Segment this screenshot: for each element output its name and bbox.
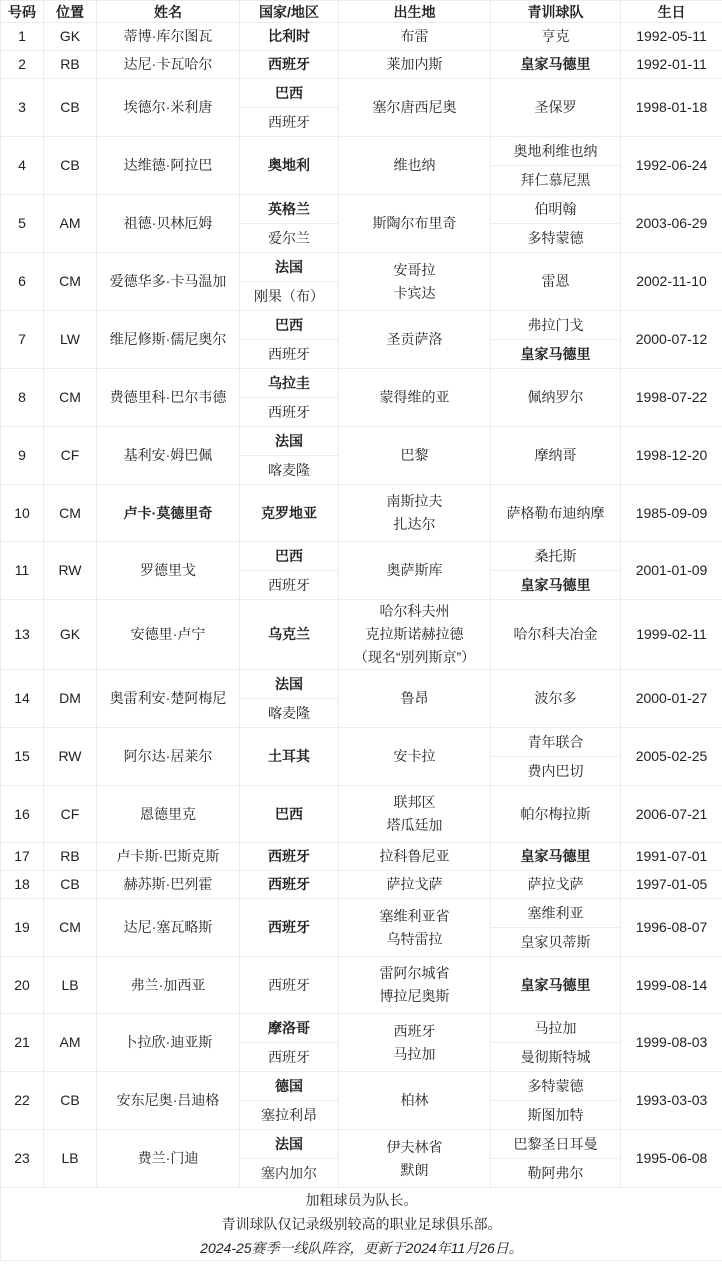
- table-row: [1, 899, 722, 957]
- birthplace-cell: [339, 195, 491, 253]
- player-name-cell: 祖德·贝林厄姆: [97, 195, 240, 253]
- birthplace-cell: [339, 957, 491, 1014]
- birthplace-cell: [339, 427, 491, 485]
- player-name-cell: 达尼·卡瓦哈尔: [97, 51, 240, 79]
- birthplace-cell: [339, 871, 491, 899]
- table-row: [1, 485, 722, 542]
- position-cell: CM: [44, 369, 97, 427]
- position-cell: GK: [44, 600, 97, 670]
- birthplace-line: 扎达尔: [393, 516, 436, 532]
- nationality-cell-stack: [240, 195, 338, 252]
- birthplace-line: 巴黎: [400, 447, 429, 463]
- birthday-cell: 1999-08-14: [621, 957, 722, 1014]
- birthplace-cell: [339, 311, 491, 369]
- birthplace-line: 维也纳: [393, 157, 436, 173]
- position-cell: AM: [44, 1014, 97, 1072]
- player-number-cell: 5: [1, 195, 44, 253]
- nationality-cell-stack: [240, 311, 338, 368]
- position-cell: CB: [44, 871, 97, 899]
- position-cell: LB: [44, 1130, 97, 1188]
- youth-club-cell-part: 奥地利维也纳: [513, 142, 598, 159]
- birthday-cell: 1998-12-20: [621, 427, 722, 485]
- birthplace-cell: [339, 843, 491, 871]
- youth-club-cell-part: 伯明翰: [534, 200, 577, 217]
- birthplace-cell: [339, 786, 491, 843]
- birthday-cell: 1992-05-11: [621, 23, 722, 51]
- player-name-cell: 费德里科·巴尔韦德: [97, 369, 240, 427]
- birthplace-line: （现名“别列斯京”）: [353, 649, 476, 665]
- birthplace-cell: [339, 485, 491, 542]
- youth-club-cell: 雷恩: [491, 253, 621, 311]
- footer-row: [1, 1188, 722, 1261]
- nationality-cell: [240, 1072, 339, 1130]
- youth-club-cell-part: 拜仁慕尼黑: [491, 165, 620, 194]
- birthday-cell: 1998-01-18: [621, 79, 722, 137]
- birthplace-line: 安卡拉: [393, 748, 436, 764]
- position-cell: CM: [44, 899, 97, 957]
- birthday-cell: 1992-01-11: [621, 51, 722, 79]
- birthplace-cell: [339, 1072, 491, 1130]
- table-row: [1, 786, 722, 843]
- nationality-cell-part: 西班牙: [240, 570, 338, 599]
- nationality-cell-stack: [240, 79, 338, 136]
- player-number-cell: 23: [1, 1130, 44, 1188]
- youth-club-cell: 帕尔梅拉斯: [491, 786, 621, 843]
- youth-club-cell-part: 皇家马德里: [491, 339, 620, 368]
- youth-club-cell-stack: [491, 728, 620, 785]
- footnotes-cell: [1, 1188, 722, 1261]
- birthplace-line: 马拉加: [393, 1045, 436, 1062]
- birthday-cell: 1993-03-03: [621, 1072, 722, 1130]
- nationality-cell-part: 法国: [275, 432, 303, 449]
- nationality-cell-stack: [240, 369, 338, 426]
- nationality-cell-part: 法国: [275, 258, 303, 275]
- youth-club-cell-part: 青年联合: [527, 733, 584, 750]
- player-name-cell: 埃德尔·米利唐: [97, 79, 240, 137]
- youth-club-cell: 哈尔科夫冶金: [491, 600, 621, 670]
- youth-club-cell-stack: [491, 137, 620, 194]
- nationality-cell-part: 法国: [275, 1135, 303, 1152]
- youth-club-cell: 亨克: [491, 23, 621, 51]
- table-row: [1, 670, 722, 728]
- player-number-cell: 4: [1, 137, 44, 195]
- player-number-cell: 6: [1, 253, 44, 311]
- player-number-cell: 1: [1, 23, 44, 51]
- player-name-cell: 维尼修斯·儒尼奥尔: [97, 311, 240, 369]
- nationality-cell: [240, 369, 339, 427]
- nationality-cell: 克罗地亚: [240, 485, 339, 542]
- header-name: 姓名: [97, 1, 240, 23]
- birthday-cell: 2000-01-27: [621, 670, 722, 728]
- position-cell: RB: [44, 843, 97, 871]
- youth-club-cell-stack: [491, 195, 620, 252]
- player-name-cell: 弗兰·加西亚: [97, 957, 240, 1014]
- birthday-cell: 2006-07-21: [621, 786, 722, 843]
- player-number-cell: 10: [1, 485, 44, 542]
- birthplace-cell: [339, 1014, 491, 1072]
- header-position: 位置: [44, 1, 97, 23]
- header-number: 号码: [1, 1, 44, 23]
- youth-club-cell: 波尔多: [491, 670, 621, 728]
- position-cell: CM: [44, 253, 97, 311]
- birthday-cell: 2001-01-09: [621, 542, 722, 600]
- nationality-cell: 土耳其: [240, 728, 339, 786]
- nationality-cell: 乌克兰: [240, 600, 339, 670]
- youth-club-cell-part: 弗拉门戈: [527, 316, 584, 333]
- player-number-cell: 19: [1, 899, 44, 957]
- birthplace-cell: [339, 542, 491, 600]
- squad-table-body: [1, 23, 722, 1188]
- birthday-cell: 2000-07-12: [621, 311, 722, 369]
- table-row: [1, 1130, 722, 1188]
- player-name-cell: 卢卡·莫德里奇: [97, 485, 240, 542]
- nationality-cell-part: 巴西: [275, 547, 303, 564]
- nationality-cell-stack: [240, 427, 338, 484]
- nationality-cell: [240, 427, 339, 485]
- birthplace-line: 圣贡萨洛: [386, 331, 443, 347]
- nationality-cell-part: 法国: [275, 675, 303, 692]
- table-row: [1, 311, 722, 369]
- youth-club-cell-part: 勒阿弗尔: [491, 1158, 620, 1187]
- youth-club-cell: [491, 728, 621, 786]
- footnote-updated: 2024-25赛季一线队阵容，更新于2024年11月26日。: [200, 1240, 523, 1256]
- youth-club-cell: 皇家马德里: [491, 51, 621, 79]
- player-name-cell: 蒂博·库尔图瓦: [97, 23, 240, 51]
- birthplace-line: 塞维利亚省: [379, 907, 450, 924]
- youth-club-cell: 圣保罗: [491, 79, 621, 137]
- birthday-cell: 1985-09-09: [621, 485, 722, 542]
- nationality-cell-part: 喀麦隆: [240, 455, 338, 484]
- birthplace-cell: [339, 1130, 491, 1188]
- nationality-cell-stack: [240, 1130, 338, 1187]
- youth-club-cell-part: 费内巴切: [491, 756, 620, 785]
- player-number-cell: 7: [1, 311, 44, 369]
- birthplace-cell: [339, 899, 491, 957]
- player-number-cell: 16: [1, 786, 44, 843]
- table-row: [1, 843, 722, 871]
- table-row: [1, 137, 722, 195]
- footnote-youth-club: 青训球队仅记录级别较高的职业足球俱乐部。: [221, 1216, 502, 1232]
- youth-club-cell: [491, 137, 621, 195]
- table-row: [1, 23, 722, 51]
- birthplace-line: 布雷: [400, 28, 429, 44]
- nationality-cell: [240, 195, 339, 253]
- youth-club-cell: 皇家马德里: [491, 843, 621, 871]
- nationality-cell: 西班牙: [240, 871, 339, 899]
- birthday-cell: 1997-01-05: [621, 871, 722, 899]
- birthplace-line: 哈尔科夫州: [379, 603, 450, 619]
- youth-club-cell-part: 马拉加: [534, 1019, 577, 1036]
- birthplace-cell: [339, 600, 491, 670]
- youth-club-cell-stack: [491, 1014, 620, 1071]
- youth-club-cell: 佩纳罗尔: [491, 369, 621, 427]
- player-name-cell: 恩德里克: [97, 786, 240, 843]
- nationality-cell: [240, 311, 339, 369]
- birthplace-cell: [339, 369, 491, 427]
- birthplace-line: 蒙得维的亚: [379, 389, 450, 405]
- birthplace-line: 塔瓜廷加: [386, 817, 443, 833]
- footnote-captain: 加粗球员为队长。: [305, 1192, 418, 1208]
- nationality-cell-part: 喀麦隆: [240, 698, 338, 727]
- nationality-cell: [240, 1014, 339, 1072]
- nationality-cell: [240, 79, 339, 137]
- table-row: [1, 542, 722, 600]
- youth-club-cell: [491, 195, 621, 253]
- birthplace-line: 塞尔唐西尼奥: [372, 99, 457, 115]
- player-number-cell: 8: [1, 369, 44, 427]
- nationality-cell-part: 西班牙: [240, 397, 338, 426]
- birthplace-cell: [339, 670, 491, 728]
- player-name-cell: 达维德·阿拉巴: [97, 137, 240, 195]
- youth-club-cell-part: 曼彻斯特城: [491, 1042, 620, 1071]
- birthplace-cell: [339, 253, 491, 311]
- position-cell: RB: [44, 51, 97, 79]
- position-cell: CM: [44, 485, 97, 542]
- nationality-cell: 西班牙: [240, 957, 339, 1014]
- nationality-cell-stack: [240, 1014, 338, 1071]
- player-number-cell: 14: [1, 670, 44, 728]
- position-cell: RW: [44, 728, 97, 786]
- table-row: [1, 728, 722, 786]
- position-cell: AM: [44, 195, 97, 253]
- position-cell: CF: [44, 427, 97, 485]
- squad-table-header: [1, 1, 722, 23]
- nationality-cell-stack: [240, 1072, 338, 1129]
- youth-club-cell: [491, 1014, 621, 1072]
- birthplace-line: 博拉尼奥斯: [379, 988, 450, 1004]
- nationality-cell: 奥地利: [240, 137, 339, 195]
- player-name-cell: 安德里·卢宁: [97, 600, 240, 670]
- birthday-cell: 1998-07-22: [621, 369, 722, 427]
- player-name-cell: 费兰·门迪: [97, 1130, 240, 1188]
- youth-club-cell-part: 多特蒙德: [527, 1077, 584, 1094]
- birthplace-line: 雷阿尔城省: [379, 965, 450, 981]
- birthplace-line: 乌特雷拉: [386, 930, 443, 947]
- nationality-cell-part: 巴西: [275, 316, 303, 333]
- nationality-cell: 西班牙: [240, 843, 339, 871]
- table-row: [1, 253, 722, 311]
- birthplace-line: 拉科鲁尼亚: [379, 848, 450, 864]
- youth-club-cell-part: 多特蒙德: [491, 223, 620, 252]
- position-cell: CF: [44, 786, 97, 843]
- youth-club-cell: 皇家马德里: [491, 957, 621, 1014]
- birthplace-line: 斯陶尔布里奇: [372, 215, 457, 231]
- player-name-cell: 罗德里戈: [97, 542, 240, 600]
- birthplace-line: 南斯拉夫: [386, 493, 443, 509]
- table-row: [1, 427, 722, 485]
- birthday-cell: 1992-06-24: [621, 137, 722, 195]
- youth-club-cell: 萨格勒布迪纳摩: [491, 485, 621, 542]
- table-row: [1, 1072, 722, 1130]
- youth-club-cell-stack: [491, 1072, 620, 1129]
- youth-club-cell-stack: [491, 542, 620, 599]
- table-row: [1, 51, 722, 79]
- nationality-cell: 西班牙: [240, 899, 339, 957]
- nationality-cell: 比利时: [240, 23, 339, 51]
- nationality-cell-part: 西班牙: [240, 339, 338, 368]
- youth-club-cell-part: 皇家贝蒂斯: [491, 927, 620, 956]
- player-number-cell: 13: [1, 600, 44, 670]
- nationality-cell-stack: [240, 253, 338, 310]
- player-name-cell: 赫苏斯·巴列霍: [97, 871, 240, 899]
- nationality-cell: [240, 253, 339, 311]
- birthday-cell: 2005-02-25: [621, 728, 722, 786]
- header-birthplace: 出生地: [339, 1, 491, 23]
- player-name-cell: 卢卡斯·巴斯克斯: [97, 843, 240, 871]
- nationality-cell: [240, 670, 339, 728]
- nationality-cell-part: 西班牙: [240, 107, 338, 136]
- player-number-cell: 2: [1, 51, 44, 79]
- youth-club-cell-stack: [491, 311, 620, 368]
- player-number-cell: 9: [1, 427, 44, 485]
- nationality-cell-part: 德国: [275, 1077, 303, 1094]
- player-number-cell: 21: [1, 1014, 44, 1072]
- birthday-cell: 1996-08-07: [621, 899, 722, 957]
- birthplace-line: 鲁昂: [400, 690, 429, 706]
- player-name-cell: 阿尔达·居莱尔: [97, 728, 240, 786]
- player-name-cell: 奥雷利安·楚阿梅尼: [97, 670, 240, 728]
- birthplace-line: 奥萨斯库: [386, 562, 443, 578]
- birthday-cell: 1999-08-03: [621, 1014, 722, 1072]
- table-row: [1, 195, 722, 253]
- squad-table-footer: [1, 1188, 722, 1261]
- player-number-cell: 17: [1, 843, 44, 871]
- nationality-cell-stack: [240, 670, 338, 727]
- table-row: [1, 957, 722, 1014]
- birthplace-line: 莱加内斯: [386, 56, 443, 72]
- table-row: [1, 369, 722, 427]
- youth-club-cell: 萨拉戈萨: [491, 871, 621, 899]
- nationality-cell-part: 乌拉圭: [268, 374, 310, 391]
- table-row: [1, 1014, 722, 1072]
- nationality-cell-stack: [240, 542, 338, 599]
- birthplace-line: 卡宾达: [393, 284, 436, 301]
- youth-club-cell-part: 斯图加特: [491, 1100, 620, 1129]
- birthplace-line: 伊夫林省: [386, 1138, 443, 1155]
- player-name-cell: 达尼·塞瓦略斯: [97, 899, 240, 957]
- nationality-cell-part: 西班牙: [240, 1042, 338, 1071]
- nationality-cell: [240, 1130, 339, 1188]
- table-row: [1, 871, 722, 899]
- position-cell: DM: [44, 670, 97, 728]
- header-row: [1, 1, 722, 23]
- youth-club-cell: [491, 1072, 621, 1130]
- birthplace-cell: [339, 137, 491, 195]
- nationality-cell-part: 刚果（布）: [240, 281, 338, 310]
- youth-club-cell-part: 桑托斯: [534, 547, 577, 564]
- birthplace-cell: [339, 79, 491, 137]
- player-name-cell: 安东尼奥·吕迪格: [97, 1072, 240, 1130]
- youth-club-cell: [491, 1130, 621, 1188]
- nationality-cell: 西班牙: [240, 51, 339, 79]
- birthday-cell: 1995-06-08: [621, 1130, 722, 1188]
- nationality-cell-part: 摩洛哥: [268, 1019, 310, 1036]
- player-number-cell: 15: [1, 728, 44, 786]
- position-cell: LB: [44, 957, 97, 1014]
- player-name-cell: 爱德华多·卡马温加: [97, 253, 240, 311]
- birthplace-line: 默朗: [400, 1161, 429, 1178]
- youth-club-cell: [491, 899, 621, 957]
- birthday-cell: 1999-02-11: [621, 600, 722, 670]
- table-row: [1, 600, 722, 670]
- nationality-cell-part: 巴西: [275, 84, 303, 101]
- youth-club-cell-stack: [491, 1130, 620, 1187]
- player-number-cell: 20: [1, 957, 44, 1014]
- player-name-cell: 卜拉欣·迪亚斯: [97, 1014, 240, 1072]
- youth-club-cell-part: 塞维利亚: [527, 904, 584, 921]
- header-nationality: 国家/地区: [240, 1, 339, 23]
- position-cell: GK: [44, 23, 97, 51]
- birthplace-line: 萨拉戈萨: [386, 876, 443, 892]
- player-number-cell: 3: [1, 79, 44, 137]
- birthplace-line: 安哥拉: [393, 261, 436, 278]
- player-name-cell: 基利安·姆巴佩: [97, 427, 240, 485]
- nationality-cell: 巴西: [240, 786, 339, 843]
- player-number-cell: 18: [1, 871, 44, 899]
- birthplace-line: 西班牙: [393, 1022, 436, 1039]
- birthplace-line: 联邦区: [393, 794, 436, 810]
- birthday-cell: 2003-06-29: [621, 195, 722, 253]
- youth-club-cell: 摩纳哥: [491, 427, 621, 485]
- youth-club-cell: [491, 311, 621, 369]
- player-number-cell: 11: [1, 542, 44, 600]
- position-cell: CB: [44, 137, 97, 195]
- nationality-cell-part: 塞内加尔: [240, 1158, 338, 1187]
- youth-club-cell-part: 巴黎圣日耳曼: [513, 1135, 598, 1152]
- table-row: [1, 79, 722, 137]
- nationality-cell-part: 塞拉利昂: [240, 1100, 338, 1129]
- youth-club-cell-part: 皇家马德里: [491, 570, 620, 599]
- position-cell: CB: [44, 79, 97, 137]
- nationality-cell-part: 爱尔兰: [240, 223, 338, 252]
- birthplace-line: 柏林: [400, 1092, 429, 1108]
- position-cell: CB: [44, 1072, 97, 1130]
- youth-club-cell: [491, 542, 621, 600]
- header-youth-club: 青训球队: [491, 1, 621, 23]
- nationality-cell: [240, 542, 339, 600]
- nationality-cell-part: 英格兰: [268, 200, 310, 217]
- position-cell: RW: [44, 542, 97, 600]
- header-birthday: 生日: [621, 1, 722, 23]
- position-cell: LW: [44, 311, 97, 369]
- birthday-cell: 2002-11-10: [621, 253, 722, 311]
- player-number-cell: 22: [1, 1072, 44, 1130]
- youth-club-cell-stack: [491, 899, 620, 956]
- birthplace-cell: [339, 23, 491, 51]
- birthplace-cell: [339, 51, 491, 79]
- birthday-cell: 1991-07-01: [621, 843, 722, 871]
- birthplace-cell: [339, 728, 491, 786]
- birthplace-line: 克拉斯诺赫拉德: [365, 626, 464, 642]
